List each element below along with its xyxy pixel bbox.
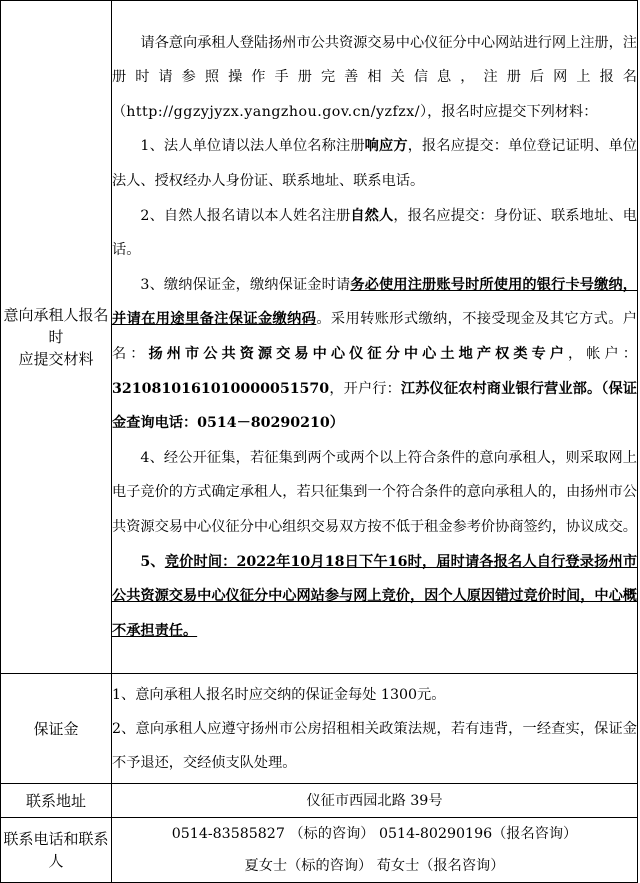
contact-label — [1, 818, 112, 883]
materials-row — [1, 1, 638, 674]
deposit-label: 保证金 — [1, 674, 112, 784]
contact-label-line2: 人 — [48, 852, 64, 870]
contact-label-line1: 联系电话和联系 — [3, 830, 109, 848]
item-3-paragraph: 3、缴纳保证金，缴纳保证金时请务必使用注册账号时所使用的银行卡号缴纳，并请在用途里备注保证金缴纳码。采用转账形式缴纳，不接受现金及其它方式。户名：扬州市公共资源交易中心仪征分中心土地产权类专户，帐户：3210810161010000051570，开户行：江苏仪征农村商业银行营业部。（保证金查询电话：0514－80290210） — [112, 276, 637, 432]
registration-link[interactable]: http://ggzyjyzx.yangzhou.gov.cn/yzfzx/ — [126, 103, 421, 120]
contact-row — [1, 818, 638, 883]
item-5-paragraph: 5、竞价时间：2022年10月18日下午16时，届时请各报名人自行登录扬州市公共资源交易中心仪征分中心网站参与网上竞价，因个人原因错过竞价时间，中心概不承担责任。 — [112, 553, 638, 639]
address-row — [1, 784, 638, 818]
materials-content — [112, 1, 638, 674]
materials-label-line2: 应提交材料 — [18, 350, 94, 368]
contact-phones: 0514-83585827 （标的咨询） 0514-80290196（报名咨询） — [171, 826, 578, 842]
materials-label-line1: 意向承租人报名时 — [3, 306, 109, 346]
contact-content — [112, 818, 638, 883]
contact-persons: 夏女士（标的咨询） 荀女士（报名咨询） — [244, 858, 505, 874]
intro-paragraph: 请各意向承租人登陆扬州市公共资源交易中心仪征分中心网站进行网上注册，注册时请参照操作手册完善相关信息，注册后网上报名（http://ggzyjyzx.yangzhou.gov.cn/yzfzx/），报名时应提交下列材料： — [112, 34, 637, 120]
address-label: 联系地址 — [1, 784, 112, 818]
address-value: 仪征市西园北路 39号 — [112, 784, 638, 818]
item-1-paragraph: 1、法人单位请以法人单位名称注册响应方，报名应提交：单位登记证明、单位法人、授权经办人身份证、联系地址、联系电话。 — [112, 138, 637, 190]
deposit-line-2: 2、意向承租人应遵守扬州市公房招租相关政策法规，若有违背，一经查实，保证金不予退还，交经侦支队处理。 — [112, 720, 637, 771]
materials-label — [1, 1, 112, 674]
deposit-row — [1, 674, 638, 784]
deposit-content — [112, 674, 638, 784]
item-2-paragraph: 2、自然人报名请以本人姓名注册自然人，报名应提交：身份证、联系地址、电话。 — [112, 207, 637, 259]
item-4-paragraph: 4、经公开征集，若征集到两个或两个以上符合条件的意向承租人，则采取网上电子竞价的方式确定承租人，若只征集到一个符合条件的意向承租人的，由扬州市公共资源交易中心仪征分中心组织交易双方按不低于租金参考价协商签约，协议成交。 — [112, 449, 637, 535]
deposit-line-1: 1、意向承租人报名时应交纳的保证金每处 1300元。 — [112, 686, 446, 703]
